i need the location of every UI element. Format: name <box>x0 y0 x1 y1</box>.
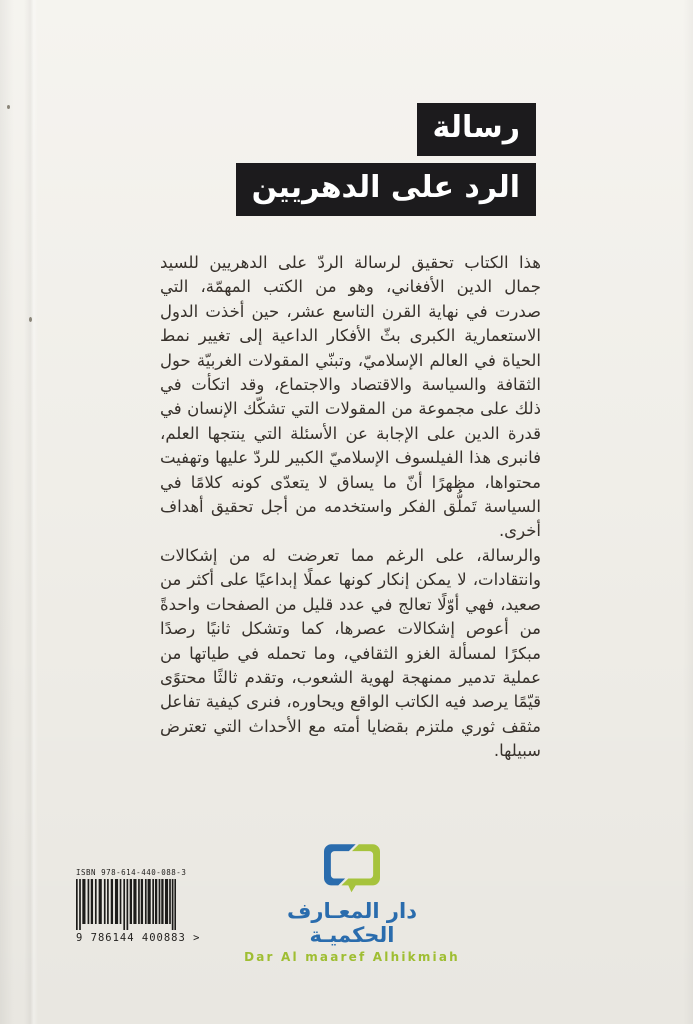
publisher-name-arabic: دار المعـارف الحكميـة <box>287 899 417 948</box>
scan-crease <box>24 0 38 1024</box>
title-box-subtitle: الرد على الدهريين <box>236 163 536 216</box>
title-block <box>236 103 536 216</box>
barcode-digits <box>76 932 201 944</box>
isbn-label: ISBN 978-614-440-088-3 <box>76 868 187 877</box>
synopsis-paragraph-1: هذا الكتاب تحقيق لرسالة الردّ على الدهريين للسيد جمال الدين الأفغاني، وهو من الكتب المهمّة، التي صدرت في نهاية القرن التاسع عشر، حين أخذت الدول الاستعمارية الكبرى بثّ الأفكار الداعية إلى تغيير نمط الحياة في العالم الإسلاميّ، وتبنّي المقولات الغربيّة حول الثقافة والسياسة والاقتصاد والاجتماع، وقد اتكأت في ذلك على مجموعة من المقولات التي تشكّك الإنسان في قدرة الدين على الإجابة عن الأسئلة التي ينتجها العلم، فانبرى هذا الفيلسوف الإسلاميّ الكبير للردّ عليها وتهفيت محتواها، مظهرًا أنّ ما يساق لا يتعدّى كونه كلامًا في السياسة تَملُّق الفكر واستخدمه من أجل تحقيق أهداف أخرى. <box>160 253 541 541</box>
title-box-risala: رسالة <box>417 103 537 156</box>
publisher-logo-icon <box>324 844 380 893</box>
synopsis-text <box>160 251 541 764</box>
barcode-bars-icon <box>76 879 176 931</box>
barcode-end-mark: > <box>193 932 201 944</box>
synopsis-paragraph-2: والرسالة، على الرغم مما تعرضت له من إشكالات وانتقادات، لا يمكن إنكار كونها عملًا إبداعيًا على أكثر من صعيد، فهي أوّلًا تعالج في عدد قليل من الصفحات واحدةً من أعوص إشكالات عصرها، كما وتشكل ثانيًا رصدًا مبكرًا لمسألة الغزو الثقافي، وما تحمله في طياتها من عملية تدمير ممنهجة لهوية الشعوب، وتقدم ثالثًا محتوًى قيّمًا يرصد فيه الكاتب الواقع ويحاوره، فنرى كيفية تفاعل مثقف ثوري ملتزم بقضايا أمته مع الأحداث التي تعترض سبيلها. <box>160 545 541 761</box>
publisher-name-latin: Dar Al maaref Alhikmiah <box>244 950 460 965</box>
barcode-number: 9 786144 400883 <box>76 932 186 944</box>
scan-speck <box>7 105 10 109</box>
scan-speck <box>29 317 32 322</box>
isbn-barcode <box>76 868 201 944</box>
publisher-block <box>242 844 462 964</box>
